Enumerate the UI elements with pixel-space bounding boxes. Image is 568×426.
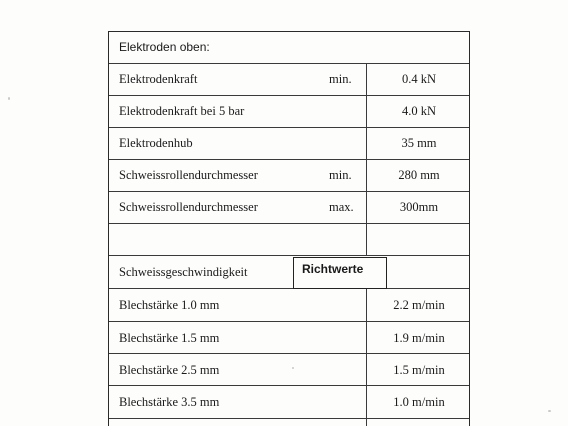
table-row [109, 64, 469, 96]
row-value: 35 mm [401, 136, 437, 150]
table-row [109, 128, 469, 160]
speed-row-value: 1.0 m/min [393, 395, 445, 409]
table-row [109, 322, 469, 354]
speed-row-label: Blechstärke 1.5 mm [119, 331, 220, 345]
row-value: 280 mm [398, 168, 440, 182]
table-row [109, 386, 469, 419]
row-label: Schweissrollendurchmesser [119, 200, 258, 214]
speed-row-label: Blechstärke 2.5 mm [119, 363, 220, 377]
row-label: Elektrodenhub [119, 136, 193, 150]
scan-speck [8, 97, 10, 100]
speed-row-label: Blechstärke 1.0 mm [119, 298, 220, 312]
row-label: Schweissrollendurchmesser [119, 168, 258, 182]
table-row [109, 354, 469, 386]
row-label: Elektrodenkraft [119, 72, 198, 86]
column-divider [366, 289, 367, 426]
column-divider [366, 64, 367, 256]
table-row-title [109, 32, 469, 64]
section-title: Elektroden oben: [119, 40, 210, 54]
table-row [109, 192, 469, 224]
table-row [109, 96, 469, 128]
speed-row-value: 2.2 m/min [393, 298, 445, 312]
table-row [109, 160, 469, 192]
row-qualifier: max. [329, 200, 354, 214]
speed-row-label: Blechstärke 3.5 mm [119, 395, 220, 409]
electrode-spec-table [108, 31, 470, 426]
table-row [109, 289, 469, 322]
speed-header-label: Schweissgeschwindigkeit [119, 265, 248, 279]
table-row-speed-header [109, 256, 469, 289]
row-qualifier: min. [329, 72, 352, 86]
richtwerte-box: Richtwerte [293, 257, 387, 289]
table-row-empty [109, 224, 469, 256]
speed-row-value: 1.5 m/min [393, 363, 445, 377]
row-value: 0.4 kN [401, 72, 437, 86]
row-label: Elektrodenkraft bei 5 bar [119, 104, 245, 118]
row-value: 300mm [399, 200, 439, 214]
row-qualifier: min. [329, 168, 352, 182]
speed-row-value: 1.9 m/min [393, 331, 445, 345]
scan-speck [548, 410, 551, 412]
row-value: 4.0 kN [401, 104, 437, 118]
